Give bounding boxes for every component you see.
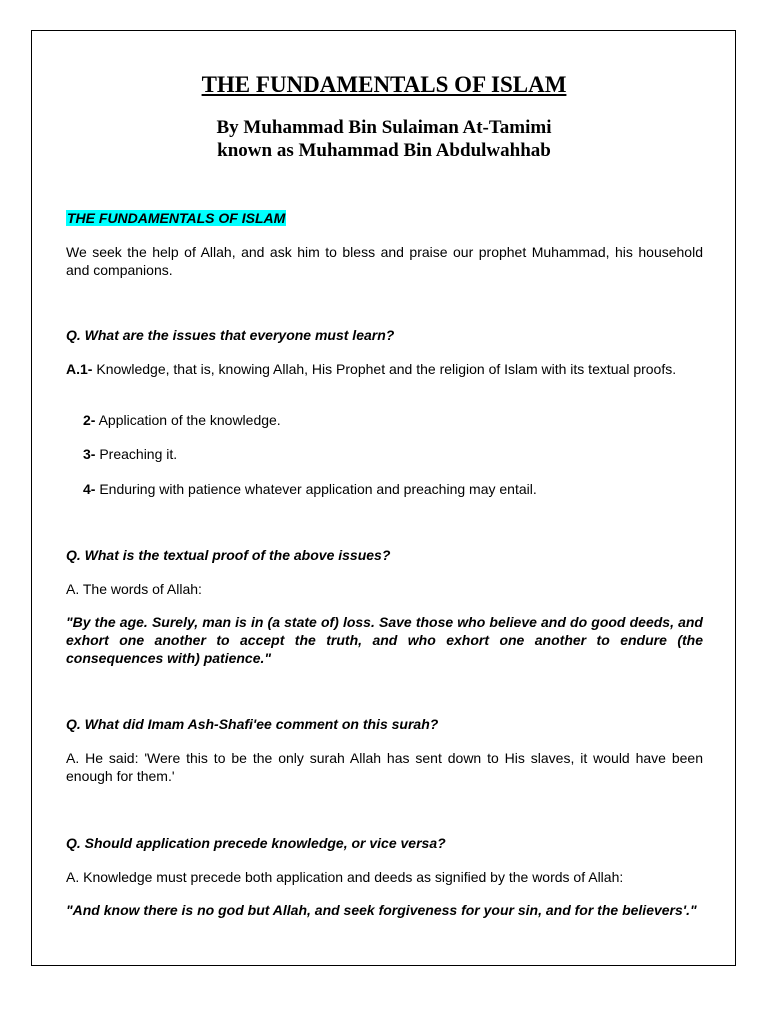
question-3: Q. What did Imam Ash-Shafi'ee comment on this surah? bbox=[66, 716, 439, 732]
answer-1-prefix: A bbox=[66, 361, 77, 377]
list-item-text: Enduring with patience whatever application and preaching may entail. bbox=[95, 481, 537, 497]
quote-2: "And know there is no god but Allah, and seek forgiveness for your sin, and for the believers'." bbox=[66, 902, 697, 918]
byline-line-2: known as Muhammad Bin Abdulwahhab bbox=[217, 140, 551, 161]
list-item bbox=[83, 445, 703, 463]
list-item-number: 3- bbox=[83, 446, 96, 462]
document-title: THE FUNDAMENTALS OF ISLAM bbox=[201, 72, 567, 97]
page-border bbox=[31, 30, 736, 966]
list-item-number: 2- bbox=[83, 412, 96, 428]
section-heading-wrapper bbox=[66, 209, 703, 227]
question-4: Q. Should application precede knowledge, or vice versa? bbox=[66, 835, 446, 851]
answer-2: A. The words of Allah: bbox=[66, 581, 202, 597]
intro-paragraph: We seek the help of Allah, and ask him to bless and praise our prophet Muhammad, his household and companions. bbox=[66, 244, 703, 278]
quote-1: "By the age. Surely, man is in (a state of) loss. Save those who believe and do good deeds, and exhort one another to accept the truth, and who exhort one another to endure (the consequences with) patience." bbox=[66, 614, 703, 666]
list-item bbox=[83, 480, 703, 498]
list-item bbox=[83, 411, 703, 429]
list-item-text: Application of the knowledge. bbox=[95, 412, 281, 428]
author-byline bbox=[0, 116, 768, 162]
question-2: Q. What is the textual proof of the above issues? bbox=[66, 547, 391, 563]
answer-1-number: .1- bbox=[76, 361, 93, 377]
list-item-number: 4- bbox=[83, 481, 96, 497]
answer-1-text: Knowledge, that is, knowing Allah, His Prophet and the religion of Islam with its textual proofs. bbox=[92, 361, 677, 377]
answer-4: A. Knowledge must precede both application and deeds as signified by the words of Allah: bbox=[66, 869, 624, 885]
section-heading: THE FUNDAMENTALS OF ISLAM bbox=[67, 210, 286, 226]
byline-line-1: By Muhammad Bin Sulaiman At-Tamimi bbox=[216, 117, 552, 138]
answer-1 bbox=[66, 360, 703, 378]
answer-3: A. He said: 'Were this to be the only surah Allah has sent down to His slaves, it would have been enough for them.' bbox=[66, 750, 703, 784]
list-item-text: Preaching it. bbox=[95, 446, 178, 462]
question-1: Q. What are the issues that everyone must learn? bbox=[66, 327, 395, 343]
